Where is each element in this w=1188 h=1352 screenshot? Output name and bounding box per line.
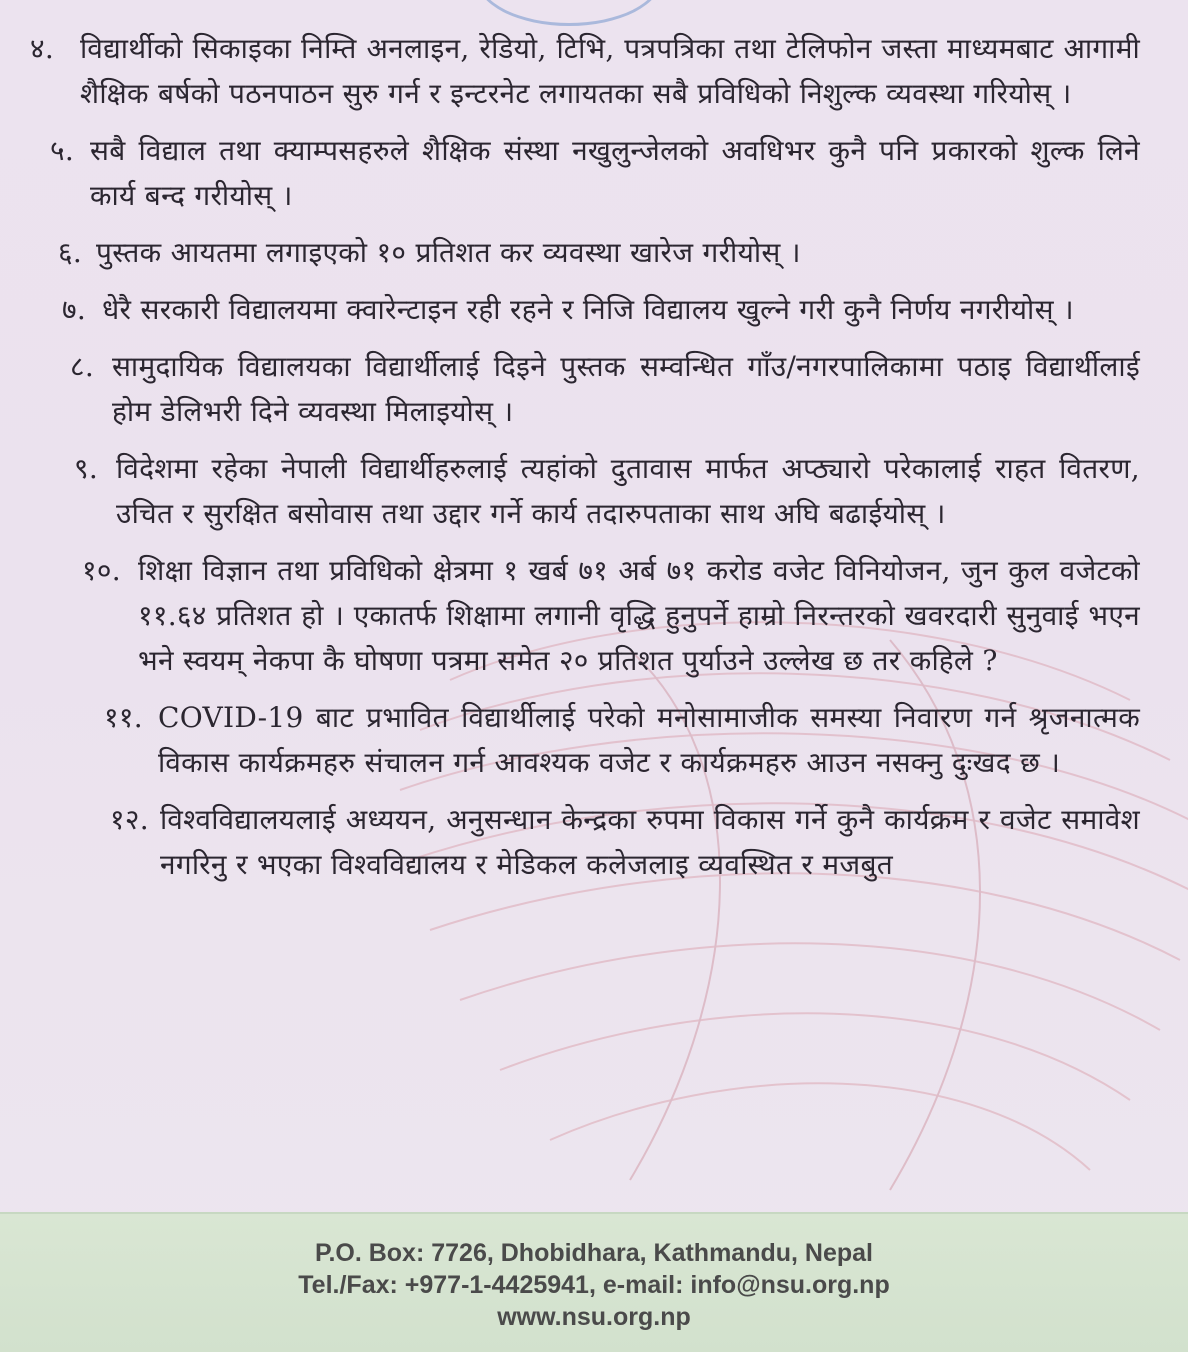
item-number: ७. [62, 293, 87, 326]
item-text: धेरै सरकारी विद्यालयमा क्वारेन्टाइन रही रहने र निजि विद्यालय खुल्ने गरी कुनै निर्णय नगरीयोस् । [102, 293, 1074, 326]
footer-contact: Tel./Fax: +977-1-4425941, e-mail: info@nsu.org.np [298, 1271, 890, 1299]
list-item [30, 344, 1140, 434]
item-number: ४. [30, 32, 55, 65]
item-text: COVID-19 बाट प्रभावित विद्यार्थीलाई परेको मनोसामाजीक समस्या निवारण गर्न श्रृजनात्मक विकास कार्यक्रमहरु संचालन गर्न आवश्यक वजेट र कार्यक्रमहरु आउन नसक्नु दुःखद छ । [158, 701, 1140, 779]
list-item [30, 26, 1140, 116]
item-number: ८. [70, 350, 95, 383]
item-number: ९. [74, 452, 99, 485]
item-number: ६. [58, 236, 83, 269]
item-number: १०. [82, 554, 121, 587]
list-item [30, 548, 1140, 683]
item-text: विदेशमा रहेका नेपाली विद्यार्थीहरुलाई त्यहांको दुतावास मार्फत अप्ठ्यारो परेकालाई राहत वितरण, उचित र सुरक्षित बसोवास तथा उद्दार गर्ने कार्य तदारुपताका साथ अघि बढाईयोस् । [116, 452, 1140, 530]
list-item [30, 128, 1140, 218]
item-number: ११. [104, 701, 143, 734]
list-item [30, 797, 1140, 887]
item-text: सबै विद्याल तथा क्याम्पसहरुले शैक्षिक संस्था नखुलुन्जेलको अवधिभर कुनै पनि प्रकारको शुल्क लिने कार्य बन्द गरीयोस् । [90, 134, 1140, 212]
item-text: सामुदायिक विद्यालयका विद्यार्थीलाई दिइने पुस्तक सम्वन्धित गाँउ/नगरपालिकामा पठाइ विद्यार्थीलाई होम डेलिभरी दिने व्यवस्था मिलाइयोस् । [112, 350, 1140, 428]
item-text: विश्वविद्यालयलाई अध्ययन, अनुसन्धान केन्द्रका रुपमा विकास गर्ने कुनै कार्यक्रम र वजेट समावेश नगरिनु र भएका विश्वविद्यालय र मेडिकल कलेजलाइ व्यवस्थित र मजबुत [160, 803, 1140, 881]
footer-address: P.O. Box: 7726, Dhobidhara, Kathmandu, Nepal [315, 1239, 873, 1267]
item-text: विद्यार्थीको सिकाइका निम्ति अनलाइन, रेडियो, टिभि, पत्रपत्रिका तथा टेलिफोन जस्ता माध्यमबाट आगामी शैक्षिक बर्षको पठनपाठन सुरु गर्न र इन्टरनेट लगायतका सबै प्रविधिको निशुल्क व्यवस्था गरियोस् । [80, 32, 1140, 110]
demands-list [30, 26, 1140, 899]
item-text: शिक्षा विज्ञान तथा प्रविधिको क्षेत्रमा १ खर्ब ७१ अर्ब ७१ करोड वजेट विनियोजन, जुन कुल वजेटको ११.६४ प्रतिशत हो । एकातर्फ शिक्षामा लगानी वृद्धि हुनुपर्ने हाम्रो निरन्तरको खवरदारी सुनुवाई भएन भने स्वयम् नेकपा कै घोषणा पत्रमा समेत २० प्रतिशत पुर्याउने उल्लेख छ तर कहिले ? [138, 554, 1140, 677]
list-item [30, 695, 1140, 785]
list-item [30, 230, 1140, 275]
list-item [30, 446, 1140, 536]
footer-website: www.nsu.org.np [497, 1303, 691, 1331]
letterhead-footer [0, 1212, 1188, 1352]
item-text: पुस्तक आयतमा लगाइएको १० प्रतिशत कर व्यवस्था खारेज गरीयोस् । [96, 236, 801, 269]
list-item [30, 287, 1140, 332]
item-number: ५. [50, 134, 75, 167]
item-number: १२. [110, 803, 149, 836]
seal-stamp-edge [476, 0, 662, 26]
